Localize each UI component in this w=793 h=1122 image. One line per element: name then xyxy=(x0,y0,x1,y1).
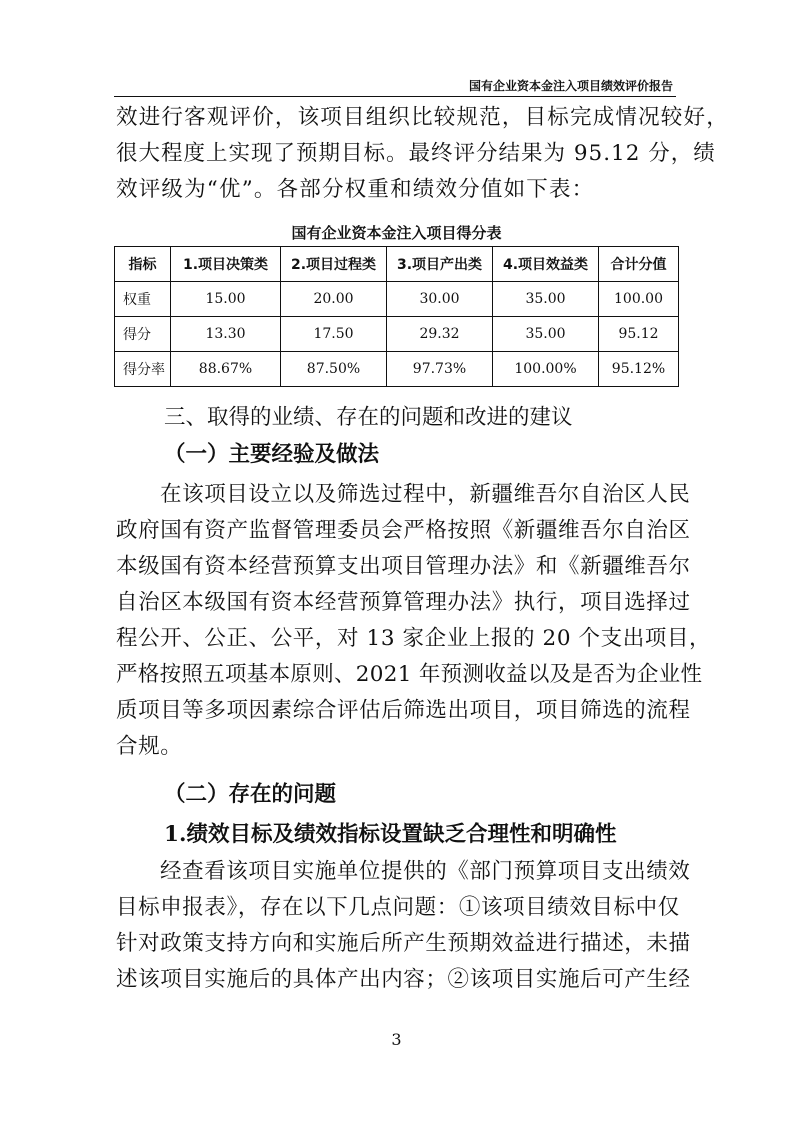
table-cell: 95.12% xyxy=(599,352,679,387)
table-cell: 100.00 xyxy=(599,282,679,317)
table-cell: 35.00 xyxy=(493,317,599,352)
table-cell: 35.00 xyxy=(493,282,599,317)
text-line: 质项目等多项因素综合评估后筛选出项目，项目筛选的流程 xyxy=(116,698,691,723)
text-line: 本级国有资本经营预算支出项目管理办法》和《新疆维吾尔 xyxy=(116,554,691,579)
table-cell: 13.30 xyxy=(171,317,281,352)
table-header-row xyxy=(115,247,679,282)
table-cell: 17.50 xyxy=(281,317,387,352)
row-label: 得分率 xyxy=(115,352,171,387)
score-table xyxy=(114,246,679,387)
text-line: 合规。 xyxy=(116,734,183,759)
table-header-cell: 指标 xyxy=(115,247,171,282)
table-header-cell: 合计分值 xyxy=(599,247,679,282)
text-line: 在该项目设立以及筛选过程中，新疆维吾尔自治区人民 xyxy=(160,482,691,507)
table-cell: 15.00 xyxy=(171,282,281,317)
problems-paragraph xyxy=(116,854,691,998)
row-label: 权重 xyxy=(115,282,171,317)
table-cell: 100.00% xyxy=(493,352,599,387)
text-line: 效评级为“优”。各部分权重和绩效分值如下表： xyxy=(116,177,595,202)
table-header-cell: 3.项目产出类 xyxy=(387,247,493,282)
text-line: 自治区本级国有资本经营预算管理办法》执行，项目选择过 xyxy=(116,590,691,615)
text-line: 目标申报表》，存在以下几点问题：①该项目绩效目标中仅 xyxy=(116,895,680,920)
text-line: 很大程度上实现了预期目标。最终评分结果为 95.12 分，绩 xyxy=(116,141,716,166)
table-row xyxy=(115,282,679,317)
text-line: 经查看该项目实施单位提供的《部门预算项目支出绩效 xyxy=(160,859,691,884)
subsection-heading-problems: （二）存在的问题 xyxy=(164,782,337,807)
text-line: 效进行客观评价，该项目组织比较规范，目标完成情况较好， xyxy=(116,105,729,130)
table-caption: 国有企业资本金注入项目得分表 xyxy=(291,224,502,242)
table-cell: 87.50% xyxy=(281,352,387,387)
table-header-cell: 1.项目决策类 xyxy=(171,247,281,282)
table-cell: 95.12 xyxy=(599,317,679,352)
header-divider xyxy=(114,96,676,97)
text-line: 严格按照五项基本原则、2021 年预测收益以及是否为企业性 xyxy=(116,662,703,687)
table-cell: 20.00 xyxy=(281,282,387,317)
report-title: 国有企业资本金注入项目绩效评价报告 xyxy=(468,79,673,93)
text-line: 政府国有资产监督管理委员会严格按照《新疆维吾尔自治区 xyxy=(116,518,691,543)
section-heading: 三、取得的业绩、存在的问题和改进的建议 xyxy=(164,405,573,430)
table-row xyxy=(115,352,679,387)
text-line: 述该项目实施后的具体产出内容；②该项目实施后可产生经 xyxy=(116,967,691,992)
text-line: 程公开、公正、公平，对 13 家企业上报的 20 个支出项目， xyxy=(116,626,712,651)
table-header-cell: 2.项目过程类 xyxy=(281,247,387,282)
text-line: 针对政策支持方向和实施后所产生预期效益进行描述，未描 xyxy=(116,931,691,956)
experience-paragraph xyxy=(116,477,712,765)
table-cell: 97.73% xyxy=(387,352,493,387)
table-cell: 29.32 xyxy=(387,317,493,352)
row-label: 得分 xyxy=(115,317,171,352)
subsection-heading-experience: （一）主要经验及做法 xyxy=(164,442,380,467)
table-row xyxy=(115,317,679,352)
table-cell: 30.00 xyxy=(387,282,493,317)
intro-paragraph xyxy=(116,100,729,208)
page-number: 3 xyxy=(391,1030,402,1049)
problem-item-heading: 1.绩效目标及绩效指标设置缺乏合理性和明确性 xyxy=(164,822,617,847)
table-header-cell: 4.项目效益类 xyxy=(493,247,599,282)
table-cell: 88.67% xyxy=(171,352,281,387)
